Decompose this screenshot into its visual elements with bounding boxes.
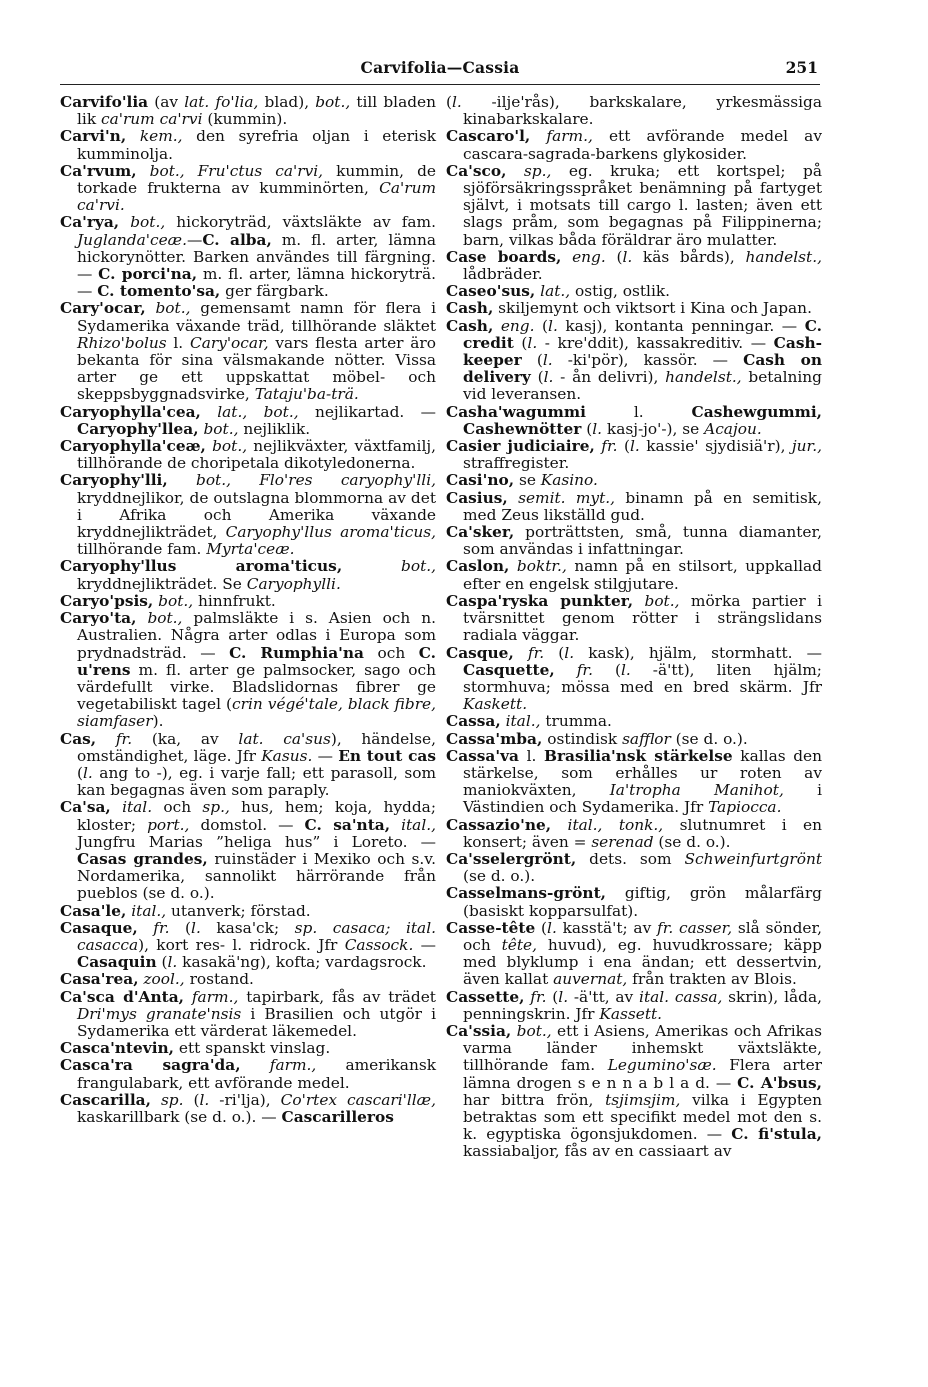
header-rule	[60, 84, 820, 85]
dictionary-entry: Casaque, fr. (l. kasa'ck; sp. casaca; ital. casacca), kort res- l. ridrock. Jfr Cassock. — Casaquin (l. kasakä'ng), kofta; vardagsrock.	[60, 918, 436, 972]
dictionary-entry: Caryo'ta, bot., palmsläkte i s. Asien och n. Australien. Några arter odlas i Europa som prydnadsträd. — C. Rumphia'na och C. u'rens m. fl. arter ge palmsocker, sago och värdefullt virke. Bladslidornas fibrer ge vegetabiliskt tagel (crin végé'tale, black fibre, siamfaser).	[60, 609, 437, 731]
dictionary-entry: Caslon, boktr., namn på en stilsort, uppkallad efter en engelsk stilgjutare.	[446, 557, 822, 593]
dictionary-entry: Ca'sco, sp., eg. kruka; ett kortspel; på sjöförsäkringsspråket benämning på fartyget självt, i motsats till cargo l. lasten; även ett slags pråm, som begagnas på Filippinerna; barn, vilkas båda föräldrar äro mulatter.	[446, 161, 822, 249]
entry-headword: Ca'sker,	[446, 523, 515, 542]
dictionary-entry: Casa'le, ital., utanverk; förstad.	[60, 901, 311, 920]
entry-headword: Ca'sselergrönt,	[446, 849, 577, 868]
dictionary-entry: Casse-tête (l. kasstä't; av fr. casser, slå sönder, och tête, huvud), eg. huvudkrossare; käpp med blyklump i ena ändan; ett dessertvin, även kallat auvernat, från trakten av Blois.	[446, 918, 823, 989]
entry-headword: Casca'ntevin,	[60, 1039, 175, 1058]
entry-headword: Cassazio'ne,	[446, 815, 552, 834]
entry-headword: C. fi'stula,	[731, 1125, 822, 1144]
entry-headword: Ca'sca d'Anta,	[60, 987, 184, 1006]
dictionary-entry: (l. -ilje'rås), barkskalare, yrkesmässiga kinabarkskalare.	[446, 93, 822, 129]
entry-headword: Casi'no,	[446, 471, 515, 490]
entry-headword: Casselmans-grönt,	[446, 884, 606, 903]
entry-headword: Caryo'ta,	[60, 609, 137, 628]
dictionary-entry: Ca'sker, porträttsten, små, tunna diamanter, som användas i infattningar.	[446, 523, 822, 559]
entry-headword: Caryo'psis,	[60, 591, 154, 610]
dictionary-entry: Casha'wagummi l. Cashewgummi, Cashewnötter (l. kasj-jo'-), se Acajou.	[446, 402, 822, 438]
dictionary-entry: Cassa, ital., trumma.	[446, 712, 612, 731]
entry-headword: Cash-keeper	[463, 333, 822, 370]
entry-headword: Caryophy'llus aroma'ticus,	[60, 557, 343, 576]
entry-headword: Cassa'mba,	[446, 729, 543, 748]
entry-headword: Casa'le,	[60, 901, 127, 920]
dictionary-entry: Ca'rvum, bot., Fru'ctus ca'rvi, kummin, de torkade frukterna av kumminörten, Ca'rum ca'rvi.	[60, 161, 436, 215]
dictionary-entry: Casca'ra sagra'da, farm., amerikansk frangulabark, ett avförande medel.	[60, 1056, 436, 1092]
entry-headword: Casaquin	[77, 953, 157, 972]
dictionary-entry: Case boards, eng. (l. käs bårds), handelst., lådbräder.	[446, 247, 822, 284]
entry-headword: Casius,	[446, 488, 508, 507]
dictionary-entry: Casius, semit. myt., binamn på en semitisk, med Zeus likställd gud.	[446, 488, 822, 524]
entry-headword: Cashewgummi, Cashewnötter	[463, 402, 822, 438]
dictionary-entry: Ca'ssia, bot., ett i Asiens, Amerikas och Afrikas varma länder inhemskt växtsläkte, tillhörande fam. Legumino'sæ. Flera arter lämna drogen s e n n a b l a d. — C. A'bsus, har bittra frön, tsjimsjim, vilka i Egypten betraktas som ett specifikt medel mot den s. k. egyptiska ögonsjukdomen. — C. fi'stula, kassiabaljor, fås av en cassiaart av	[446, 1021, 822, 1161]
entry-headword: Caseo'sus,	[446, 282, 536, 301]
dictionary-entry: Ca'sselergrönt, dets. som Schweinfurtgrönt (se d. o.).	[446, 849, 822, 886]
entry-headword: Casaque,	[60, 918, 138, 937]
right-column	[446, 94, 822, 1161]
entry-headword: C. A'bsus,	[737, 1073, 822, 1092]
entry-headword: Cascarilla,	[60, 1090, 151, 1109]
entry-headword: Casier judiciaire,	[446, 437, 595, 456]
page-number: 251	[785, 58, 818, 77]
entry-headword: Caryophy'lli,	[60, 471, 168, 490]
dictionary-entry: Ca'rya, bot., hickoryträd, växtsläkte av fam. Juglanda'ceæ.—C. alba, m. fl. arter, lämna hickorynötter. Barken användes till färgning. — C. porci'na, m. fl. arter, lämna hickoryträ. — C. tomento'sa, ger färgbark.	[60, 213, 436, 301]
dictionary-entry: Cascarilla, sp. (l. -ri'lja), Co'rtex cascari'llæ, kaskarillbark (se d. o.). — Cascarilleros	[60, 1090, 436, 1126]
entry-headword: Brasilia'nsk stärkelse	[544, 746, 733, 765]
dictionary-entry: Caryo'psis, bot., hinnfrukt.	[60, 591, 276, 610]
left-column	[60, 94, 436, 1126]
entry-headword: Ca'sa,	[60, 798, 111, 817]
entry-headword: Caslon,	[446, 557, 510, 576]
entry-headword: Carvi'n,	[60, 127, 127, 146]
entry-headword: C. credit	[463, 316, 822, 352]
dictionary-entry: Cassa'va l. Brasilia'nsk stärkelse kallas den stärkelse, som erhålles ur roten av maniokväxten, Ia'tropha Manihot, i Västindien och Sydamerika. Jfr Tapiocca.	[446, 746, 823, 817]
entry-headword: Casquette,	[463, 660, 555, 679]
dictionary-entry: Cassette, fr. (l. -ä'tt, av ital. cassa, skrin), låda, penningskrin. Jfr Kassett.	[446, 987, 822, 1023]
entry-headword: Caspa'ryska punkter,	[446, 591, 634, 610]
dictionary-entry: Caryophy'llus aroma'ticus, bot., kryddnejlikträdet. Se Caryophylli.	[60, 557, 436, 593]
dictionary-entry: Caryophylla'cea, lat., bot., nejlikartad. — Caryophy'llea, bot., nejliklik.	[60, 402, 436, 438]
entry-headword: Ca'ssia,	[446, 1021, 512, 1040]
entry-headword: Casas grandes,	[77, 849, 208, 868]
dictionary-entry: Casi'no, se Kasino.	[446, 471, 598, 490]
entry-headword: Casa'rea,	[60, 970, 139, 989]
dictionary-entry: Caryophylla'ceæ, bot., nejlikväxter, växtfamilj, tillhörande de choripetala dikotyledonerna.	[60, 437, 436, 473]
entry-headword: Casque,	[446, 643, 514, 662]
dictionary-entry: Ca'sa, ital. och sp., hus, hem; koja, hydda; kloster; port., domstol. — C. sa'nta, ital., Jungfru Marias ”heliga hus” i Loreto. — Casas grandes, ruinstäder i Mexiko och s.v. Nordamerika, sannolikt härrörande från pueblos (se d. o.).	[60, 798, 436, 903]
entry-headword: Carvifo'lia	[60, 93, 149, 111]
dictionary-entry: Cary'ocar, bot., gemensamt namn för flera i Sydamerika växande träd, tillhörande släktet Rhizo'bolus l. Cary'ocar, vars flesta arter äro bekanta för sina välsmakande nötter. Vissa arter ge ett uppskattat möbel- och skeppsbyggnadsvirke, Tataju'ba-trä.	[60, 299, 436, 404]
dictionary-entry: Caryophy'lli, bot., Flo'res caryophy'lli, kryddnejlikor, de outslagna blommorna av det i Afrika och Amerika växande kryddnejlikträdet, Caryophy'llus aroma'ticus, tillhörande fam. Myrta'ceæ.	[60, 471, 437, 559]
dictionary-entry: Casa'rea, zool., rostand.	[60, 970, 254, 989]
running-head: Carvifolia—Cassia	[360, 58, 520, 77]
entry-headword: Casse-tête	[446, 918, 536, 937]
entry-headword: Cassa,	[446, 712, 501, 731]
entry-headword: C. alba,	[202, 230, 272, 249]
entry-headword: C. tomento'sa,	[97, 282, 221, 301]
entry-headword: Caryophylla'ceæ,	[60, 437, 206, 456]
entry-headword: Cassette,	[446, 987, 525, 1006]
page-header	[60, 58, 820, 82]
entry-headword: Case boards,	[446, 247, 562, 266]
entry-headword: Cassa'va	[446, 746, 519, 765]
dictionary-entry: Casca'ntevin, ett spanskt vinslag.	[60, 1039, 331, 1058]
dictionary-entry: Caseo'sus, lat., ostig, ostlik.	[446, 282, 671, 301]
entry-headword: En tout cas	[338, 746, 436, 765]
entry-headword: Cascaro'l,	[446, 127, 531, 146]
entry-headword: Casha'wagummi	[446, 402, 586, 421]
entry-headword: C. sa'nta,	[304, 815, 391, 834]
dictionary-entry: Cassazio'ne, ital., tonk., slutnumret i en konsert; även = serenad (se d. o.).	[446, 815, 822, 851]
dictionary-entry: Caspa'ryska punkter, bot., mörka partier i tvärsnittet genom rötter i strängslidans radiala väggar.	[446, 591, 822, 645]
entry-headword: Casca'ra sagra'da,	[60, 1056, 241, 1075]
dictionary-entry: Carvifo'lia (av lat. fo'lia, blad), bot., till bladen lik ca'rum ca'rvi (kummin).	[60, 93, 437, 129]
dictionary-entry: Casque, fr. (l. kask), hjälm, stormhatt. — Casquette, fr. (l. -ä'tt), liten hjälm; stormhuva; mössa med en bred skärm. Jfr Kaskett.	[446, 643, 822, 714]
entry-headword: C. u'rens	[77, 643, 437, 679]
dictionary-entry: Ca'sca d'Anta, farm., tapirbark, fås av trädet Dri'mys granate'nsis i Brasilien och utgör i Sydamerika ett värderat läkemedel.	[60, 987, 436, 1040]
entry-headword: Cary'ocar,	[60, 299, 146, 318]
dictionary-entry: Cascaro'l, farm., ett avförande medel av cascara-sagrada-barkens glykosider.	[446, 127, 822, 163]
entry-headword: Cash,	[446, 316, 494, 335]
dictionary-entry: Cash, eng. (l. kasj), kontanta penningar. — C. credit (l. - kre'ddit), kassakreditiv. — Cash-keeper (l. -ki'pör), kassör. — Cash on delivery (l. - ån delivri), handelst., betalning vid leveransen.	[446, 316, 822, 404]
dictionary-entry: Casselmans-grönt, giftig, grön målarfärg (basiskt kopparsulfat).	[446, 884, 822, 920]
entry-headword: Caryophylla'cea,	[60, 402, 201, 421]
dictionary-entry: Cas, fr. (ka, av lat. ca'sus), händelse, omständighet, läge. Jfr Kasus. — En tout cas (l. ang to -), eg. i varje fall; ett parasoll, som kan begagnas även som paraply.	[60, 729, 436, 800]
dictionary-entry: Casier judiciaire, fr. (l. kassie' sjydisiä'r), jur., straffregister.	[446, 437, 822, 473]
dictionary-entry: Cash, skiljemynt och viktsort i Kina och Japan.	[446, 299, 812, 318]
entry-headword: C. Rumphia'na	[229, 643, 364, 662]
entry-headword: Cash,	[446, 299, 494, 318]
dictionary-entry: Cassa'mba, ostindisk safflor (se d. o.).	[446, 729, 748, 748]
entry-headword: Cas,	[60, 729, 97, 748]
entry-headword: Ca'rya,	[60, 213, 120, 232]
entry-headword: C. porci'na,	[98, 265, 198, 284]
entry-headword: Cash on delivery	[463, 351, 822, 387]
entry-headword: Cascarilleros	[281, 1107, 394, 1126]
entry-headword: Caryophy'llea,	[77, 419, 199, 438]
dictionary-entry: Carvi'n, kem., den syrefria oljan i eterisk kumminolja.	[60, 127, 436, 163]
entry-headword: Ca'sco,	[446, 161, 507, 180]
entry-headword: Ca'rvum,	[60, 161, 137, 180]
